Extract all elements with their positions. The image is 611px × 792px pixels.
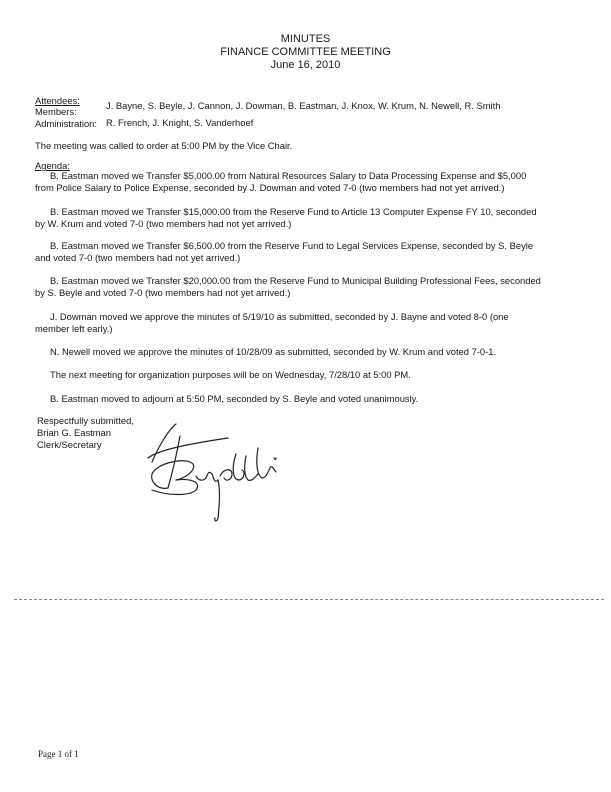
agenda-item: [35, 240, 595, 264]
agenda-item: [35, 393, 595, 405]
called-to-order: The meeting was called to order at 5:00 PM by the Vice Chair.: [35, 140, 293, 151]
header-committee: FINANCE COMMITTEE MEETING: [220, 46, 391, 58]
signer-title: Clerk/Secretary: [37, 439, 102, 450]
handwritten-signature: [128, 418, 318, 528]
agenda-heading: Agenda:: [35, 160, 70, 171]
respectfully-submitted: Respectfully submitted,: [37, 415, 134, 426]
agenda-item-line: B. Eastman moved we Transfer $5,000.00 from Natural Resources Salary to Data Processing Expense and $5,000: [50, 170, 527, 181]
agenda-item-line: B. Eastman moved to adjourn at 5:50 PM, seconded by S. Beyle and voted unanimously.: [50, 393, 419, 404]
members-list: J. Bayne, S. Beyle, J. Cannon, J. Dowman, B. Eastman, J. Knox, W. Krum, N. Newell, R. Smith: [106, 100, 501, 111]
agenda-item-line: N. Newell moved we approve the minutes of 10/28/09 as submitted, seconded by W. Krum and voted 7-0-1.: [50, 346, 497, 357]
agenda-item: [35, 346, 595, 358]
agenda-item-line: member left early.): [35, 323, 113, 334]
agenda-item-line: B. Eastman moved we Transfer $20,000.00 from the Reserve Fund to Municipal Building Professional Fees, seconded: [50, 275, 541, 286]
agenda-item-line: by S. Beyle and voted 7-0 (two members had not yet arrived.): [35, 287, 291, 298]
members-label: Members:: [35, 106, 77, 117]
agenda-item-line: J. Dowman moved we approve the minutes of 5/19/10 as submitted, seconded by J. Bayne and voted 8-0 (one: [50, 311, 509, 322]
agenda-item-line: B. Eastman moved we Transfer $6,500.00 from the Reserve Fund to Legal Services Expense, seconded by S. Beyle: [50, 240, 534, 251]
agenda-item: [35, 206, 595, 230]
agenda-item: [35, 311, 595, 335]
header-minutes: MINUTES: [280, 33, 331, 45]
header-date: June 16, 2010: [270, 59, 341, 71]
signer-name: Brian G. Eastman: [37, 427, 111, 438]
agenda-item: [35, 170, 595, 194]
agenda-item: [35, 369, 595, 381]
agenda-item-line: from Police Salary to Police Expense, seconded by J. Dowman and voted 7-0 (two members had not yet arrived.): [35, 182, 505, 193]
page-divider: [14, 599, 604, 600]
administration-label: Administration:: [35, 118, 98, 129]
document-header: [0, 33, 611, 72]
attendees-heading: Attendees:: [35, 95, 80, 106]
agenda-item-line: by W. Krum and voted 7-0 (two members had not yet arrived.): [35, 218, 292, 229]
page-number: Page 1 of 1: [38, 749, 79, 759]
agenda-item-line: B. Eastman moved we Transfer $15,000.00 from the Reserve Fund to Article 13 Computer Expense FY 10, seconded: [50, 206, 537, 217]
agenda-item-line: and voted 7-0 (two members had not yet arrived.): [35, 252, 241, 263]
agenda-item: [35, 275, 595, 299]
administration-list: R. French, J. Knight, S. Vanderhoef: [106, 117, 254, 128]
agenda-item-line: The next meeting for organization purposes will be on Wednesday, 7/28/10 at 5:00 PM.: [50, 369, 411, 380]
